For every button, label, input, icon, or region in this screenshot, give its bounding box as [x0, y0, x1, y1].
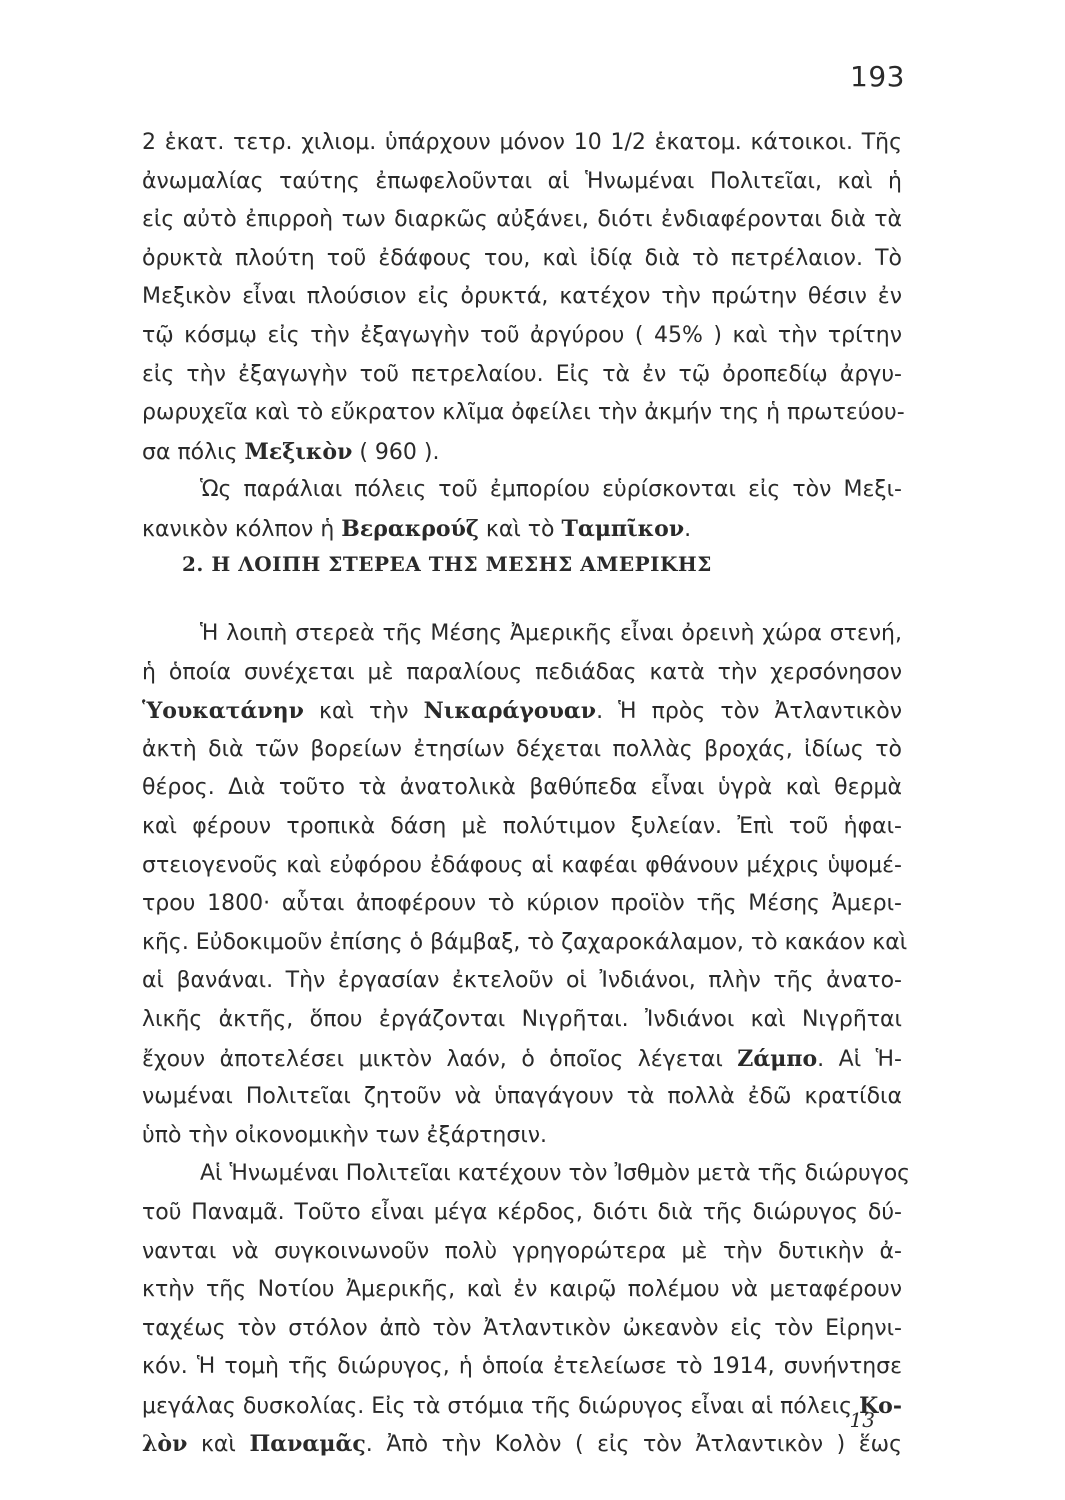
text-line: [142, 278, 902, 317]
bold-term: Ζάμπο: [737, 1045, 818, 1072]
text-line: [142, 924, 908, 963]
text-line: [142, 1425, 902, 1464]
text-line: [142, 885, 902, 924]
bold-term: Ταμπῖκον: [561, 515, 685, 542]
text-line: [142, 433, 902, 472]
text-line: [142, 1310, 902, 1349]
text-run: καὶ φέρουν τροπικὰ δάση μὲ πολύτιμον ξυλείαν. Ἐπὶ τοῦ ἡφαι-: [142, 813, 902, 839]
text-run: ὑπὸ τὴν οἰκονομικὴν των ἐξάρτησιν.: [142, 1122, 548, 1148]
bold-term: Μεξικὸν: [244, 438, 353, 465]
text-run: . Ἀπὸ τὴν Κολὸν ( εἰς τὸν Ἀτλαντικὸν ) ἕως: [365, 1432, 902, 1458]
body-text-section-a: [142, 124, 905, 549]
text-run: τῷ κόσμῳ εἰς τὴν ἐξαγωγὴν τοῦ ἀργύρου ( 45% ) καὶ τὴν τρίτην: [142, 322, 902, 348]
text-line: [142, 394, 905, 433]
text-line: [142, 962, 902, 1001]
text-line: [142, 163, 902, 202]
text-line: [142, 731, 902, 770]
text-line: [142, 847, 902, 886]
text-run: εἰς τὴν ἐξαγωγὴν τοῦ πετρελαίου. Εἰς τὰ ἐν τῷ ὀροπεδίῳ ἀργυ-: [142, 361, 902, 387]
text-run: Ἡ λοιπὴ στερεὰ τῆς Μέσης Ἀμερικῆς εἶναι ὀρεινὴ χώρα στενή,: [200, 621, 902, 646]
text-line: [142, 654, 902, 693]
text-line: [142, 1233, 902, 1272]
body-text-section-b: [142, 615, 911, 1464]
text-run: κανικὸν κόλπον ἡ: [142, 516, 342, 542]
text-run: Αἱ Ἡνωμέναι Πολιτεῖαι κατέχουν τὸν Ἰσθμὸν μετὰ τῆς διώρυγος: [200, 1161, 911, 1187]
bold-term: Ὑουκατάνην: [142, 698, 304, 725]
text-line: [142, 1117, 902, 1156]
text-run: ἔχουν ἀποτελέσει μικτὸν λαόν, ὁ ὁποῖος λέγεται: [142, 1046, 738, 1072]
text-run: αἱ βανάναι. Τὴν ἐργασίαν ἐκτελοῦν οἱ Ἰνδιάνοι, πλὴν τῆς ἀνατο-: [142, 968, 902, 994]
text-run: κῆς. Εὐδοκιμοῦν ἐπίσης ὁ βάμβαξ, τὸ ζαχαροκάλαμον, τὸ κακάον καὶ: [142, 929, 908, 955]
text-run: νανται νὰ συγκοινωνοῦν πολὺ γρηγορώτερα μὲ τὴν δυτικὴν ἀ-: [142, 1238, 902, 1264]
text-run: εἰς αὐτὸ ἐπιρροὴ των διαρκῶς αὐξάνει, διότι ἐνδιαφέρονται διὰ τὰ: [142, 207, 902, 233]
text-run: τρου 1800· αὗται ἀποφέρουν τὸ κύριον προϊὸν τῆς Μέσης Ἀμερι-: [142, 891, 902, 917]
text-run: 2 ἑκατ. τετρ. χιλιομ. ὑπάρχουν μόνον 10 1/2 ἑκατομ. κάτοικοι. Τῆς: [142, 130, 902, 155]
text-line: [142, 1348, 902, 1387]
text-line: [142, 1078, 902, 1117]
page-number: 193: [850, 60, 905, 93]
bold-term: Βερακρούζ: [341, 515, 479, 542]
text-run: καὶ τὴν: [303, 699, 424, 725]
bold-term: λὸν: [142, 1431, 188, 1458]
text-line: [142, 1155, 911, 1194]
text-run: ρωρυχεῖα καὶ τὸ εὔκρατον κλῖμα ὀφείλει τὴν ἀκμήν της ἡ πρωτεύου-: [142, 400, 905, 426]
text-line: [142, 615, 902, 654]
text-run: Μεξικὸν εἶναι πλούσιον εἰς ὀρυκτά, κατέχον τὴν πρώτην θέσιν ἐν: [142, 284, 902, 310]
text-run: καὶ: [187, 1432, 250, 1458]
text-run: Ὡς παράλιαι πόλεις τοῦ ἐμπορίου εὑρίσκονται εἰς τὸν Μεξι-: [200, 477, 902, 503]
text-line: [142, 808, 902, 847]
section-heading: 2. Η ΛΟΙΠΗ ΣΤΕΡΕΑ ΤΗΣ ΜΕΣΗΣ ΑΜΕΡΙΚΗΣ: [182, 552, 712, 576]
text-run: μεγάλας δυσκολίας. Εἰς τὰ στόμια τῆς διώρυγος εἶναι αἱ πόλεις: [142, 1393, 860, 1419]
text-line: [142, 1040, 902, 1079]
text-run: . Ἡ πρὸς τὸν Ἀτλαντικὸν: [596, 699, 903, 725]
text-line: [142, 124, 902, 163]
text-line: [142, 510, 902, 549]
text-run: ἀνωμαλίας ταύτης ἐπωφελοῦνται αἱ Ἡνωμέναι Πολιτεῖαι, καὶ ἡ: [142, 168, 902, 194]
text-run: στειογενοῦς καὶ εὐφόρου ἐδάφους αἱ καφέαι φθάνουν μέχρις ὑψομέ-: [142, 852, 902, 878]
text-line: [142, 317, 902, 356]
text-run: .: [684, 516, 692, 542]
bold-term: Παναμᾶς: [249, 1431, 366, 1458]
text-line: [142, 1194, 902, 1233]
text-run: ταχέως τὸν στόλον ἀπὸ τὸν Ἀτλαντικὸν ὠκεανὸν εἰς τὸν Εἰρηνι-: [142, 1315, 902, 1341]
text-run: ἀκτὴ διὰ τῶν βορείων ἐτησίων δέχεται πολλὰς βροχάς, ἰδίως τὸ: [142, 736, 902, 762]
text-run: κτὴν τῆς Νοτίου Ἀμερικῆς, καὶ ἐν καιρῷ πολέμου νὰ μεταφέρουν: [142, 1277, 902, 1303]
text-run: σα πόλις: [142, 439, 245, 465]
text-line: [142, 240, 902, 279]
text-line: [142, 1271, 902, 1310]
text-run: λικῆς ἀκτῆς, ὅπου ἐργάζονται Νιγρῆται. Ἰνδιάνοι καὶ Νιγρῆται: [142, 1006, 902, 1032]
text-line: [142, 769, 902, 808]
text-line: [142, 1001, 902, 1040]
text-run: . Αἱ Ἡ-: [817, 1046, 902, 1072]
text-run: τοῦ Παναμᾶ. Τοῦτο εἶναι μέγα κέρδος, διότι διὰ τῆς διώρυγος δύ-: [142, 1199, 902, 1225]
bold-term: Νικαράγουαν: [423, 698, 597, 725]
text-line: [142, 356, 902, 395]
text-run: ὀρυκτὰ πλούτη τοῦ ἐδάφους του, καὶ ἰδίᾳ διὰ τὸ πετρέλαιον. Τὸ: [142, 245, 902, 271]
bold-term: Κο-: [859, 1392, 902, 1419]
text-run: ἡ ὁποία συνέχεται μὲ παραλίους πεδιάδας κατὰ τὴν χερσόνησον: [142, 659, 902, 685]
text-line: [142, 471, 902, 510]
text-run: καὶ τὸ: [478, 516, 562, 542]
text-run: θέρος. Διὰ τοῦτο τὰ ἀνατολικὰ βαθύπεδα εἶναι ὑγρὰ καὶ θερμὰ: [142, 775, 902, 801]
text-line: [142, 692, 902, 731]
text-run: ( 960 ).: [352, 439, 440, 465]
text-line: [142, 201, 902, 240]
signature-mark: 13: [849, 1408, 875, 1432]
text-line: [142, 1387, 902, 1426]
text-run: νωμέναι Πολιτεῖαι ζητοῦν νὰ ὑπαγάγουν τὰ πολλὰ ἐδῶ κρατίδια: [142, 1084, 902, 1110]
text-run: κόν. Ἡ τομὴ τῆς διώρυγος, ἡ ὁποία ἐτελείωσε τὸ 1914, συνήντησε: [142, 1354, 902, 1380]
